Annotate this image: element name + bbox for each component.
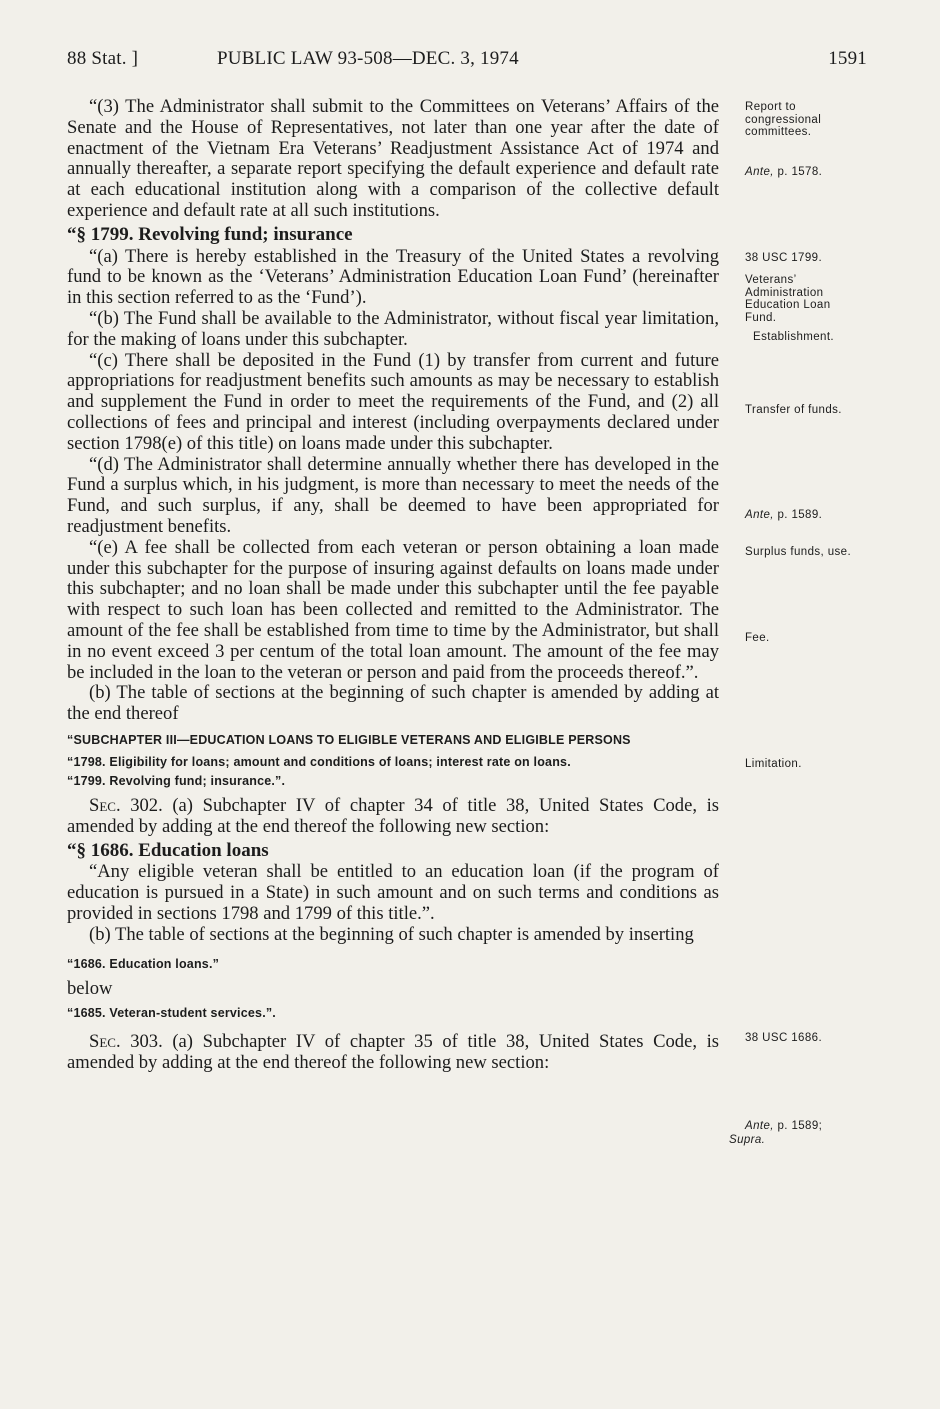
ante-page: p. 1578. [773, 166, 823, 178]
statute-reference: 88 Stat. ] [67, 48, 139, 69]
paragraph-table-insert: (b) The table of sections at the beginning of such chapter is amended by inserting [89, 923, 694, 945]
paragraph-report: “(3) The Administrator shall submit to the Committees on Veterans’ Affairs of the Senate and the House of Representatives, not later than one year after the date of enactment of the Vietnam Era Veterans’ Readjustment Assistance Act of 1974 and annually thereafter, a separate report specifying the default experience and default rate at each educational institution along with a comparison of the collective default experience and default rate at all such institutions. [67, 96, 719, 221]
margin-note-supra [729, 1134, 849, 1147]
table-entry-1685: “1685. Veteran-student services.”. [67, 1006, 276, 1021]
section-heading-1799: “§ 1799. Revolving fund; insurance [67, 223, 353, 245]
ante-page: p. 1589; [773, 1120, 823, 1132]
main-text [67, 97, 719, 1074]
sec-302-label: Sec. [89, 794, 121, 816]
margin-note-report: Report to congressional committees. [745, 101, 822, 138]
margin-note-loan-fund: Veterans’ Administration Education Loan Fund. [745, 274, 831, 324]
paragraph-d: “(d) The Administrator shall determine annually whether there has developed in the Fund a surplus which, in his judgment, is more than necessary to meet the needs of the Fund, and such surplus, if any, shall be deemed to have been appropriated for readjustment benefits. [67, 453, 719, 537]
supra-label: Supra. [729, 1134, 766, 1146]
ante-label: Ante, [745, 166, 774, 178]
paragraph-sec-303 [67, 1032, 719, 1074]
text-below: below [67, 978, 113, 1000]
paragraph-b: “(b) The Fund shall be available to the Administrator, without fiscal year limitation, for the making of loans under this subchapter. [67, 307, 719, 350]
table-entry-subchapter: “SUBCHAPTER III—EDUCATION LOANS TO ELIGIBLE VETERANS AND ELIGIBLE PERSONS [67, 732, 631, 747]
public-law-title: PUBLIC LAW 93-508—DEC. 3, 1974 [217, 48, 519, 69]
ante-label: Ante, [745, 1120, 774, 1132]
margin-note-ante-1589 [745, 509, 865, 522]
margin-note-38-usc-1799: 38 USC 1799. [745, 252, 823, 264]
margin-note-limitation: Limitation. [745, 758, 802, 770]
margin-note-38-usc-1686: 38 USC 1686. [745, 1032, 823, 1044]
sec-303-label: Sec. [89, 1031, 121, 1053]
table-entry-1798: “1798. Eligibility for loans; amount and conditions of loans; interest rate on loans. [67, 754, 571, 769]
ante-page: p. 1589. [773, 509, 823, 521]
table-entry-1799: “1799. Revolving fund; insurance.”. [67, 773, 286, 788]
margin-note-establishment: Establishment. [753, 331, 835, 343]
paragraph-e: “(e) A fee shall be collected from each veteran or person obtaining a loan made under this subchapter for the purpose of insuring against defaults on loans made under this subchapter; and no loan shall be made under this subchapter until the fee payable with respect to such loan has been collected and remitted to the Administrator. The amount of the fee shall be established from time to time by the Administrator, but shall in no event exceed 3 per centum of the total loan amount. The amount of the fee may be included in the loan to the veteran or person and paid from the proceeds thereof.”. [67, 536, 719, 683]
margin-note-ante-1589-supra [745, 1120, 865, 1133]
sec-302-text: 302. (a) Subchapter IV of chapter 34 of title 38, United States Code, is amended by adding at the end thereof the following new section: [67, 794, 719, 837]
page-number: 1591 [828, 48, 867, 69]
paragraph-a: “(a) There is hereby established in the Treasury of the United States a revolving fund to be known as the ‘Veterans’ Administration Education Loan Fund’ (hereinafter in this section referred to as the ‘Fund’). [67, 245, 719, 309]
ante-label: Ante, [745, 509, 774, 521]
margin-note-ante-1578 [745, 166, 865, 179]
margin-note-fee: Fee. [745, 632, 770, 644]
table-entry-1686: “1686. Education loans.” [67, 957, 220, 972]
paragraph-sec-302 [67, 796, 719, 838]
sec-303-text: 303. (a) Subchapter IV of chapter 35 of title 38, United States Code, is amended by adding at the end thereof the following new section: [67, 1031, 719, 1074]
paragraph-c: “(c) There shall be deposited in the Fund (1) by transfer from current and future appropriations for readjustment benefits such amounts as may be necessary to establish and supplement the Fund in order to meet the requirements of the Fund, and (2) all collections of fees and principal and interest (including overpayments declared under section 1798(e) of this title) on loans made under this subchapter. [67, 349, 719, 454]
margin-note-surplus-funds: Surplus funds, use. [745, 546, 852, 558]
margin-note-transfer-funds: Transfer of funds. [745, 404, 842, 416]
section-heading-1686: “§ 1686. Education loans [67, 839, 269, 861]
paragraph-1686: “Any eligible veteran shall be entitled to an education loan (if the program of education is pursued in a State) in such amount and on such terms and conditions as provided in sections 1798 and 1799 of this title.”. [67, 861, 719, 924]
paragraph-table-amend: (b) The table of sections at the beginning of such chapter is amended by adding at the end thereof [67, 682, 719, 725]
